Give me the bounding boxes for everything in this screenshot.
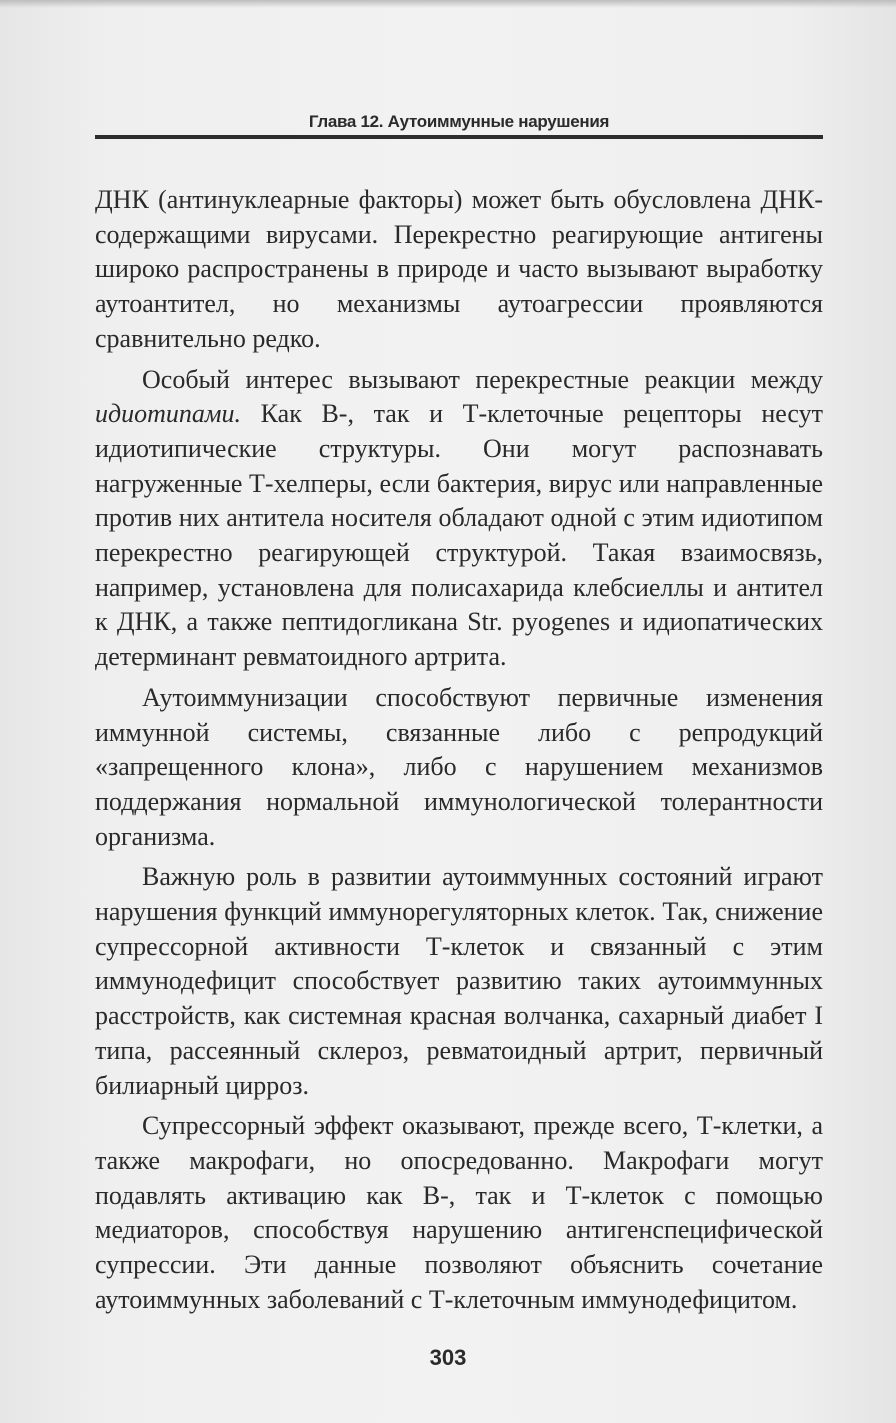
paragraph-2-lead: Особый интерес вызывают перекрестные реакции между (142, 364, 823, 394)
paragraph-3: Аутоиммунизации способствуют первичные изменения иммунной системы, связанные либо с репродукций «запрещенного клона», либо с нарушением механизмов поддержания нормальной иммунологической толерантности организма. (95, 682, 823, 851)
paragraph-4: Важную роль в развитии аутоиммунных состояний играют нарушения функций иммунорегуляторных клеток. Так, снижение супрессорной активности Т-клеток и связанный с этим иммунодефицит способствует развитию таких аутоиммунных расстройств, как системная красная волчанка, сахарный диабет I типа, рассеянный склероз, ревматоидный артрит, первичный билиарный цирроз. (95, 862, 823, 1100)
header-rule (95, 135, 823, 139)
paragraph-1: ДНК (антинуклеарные факторы) может быть обусловлена ДНК-содержащими вирусами. Перекрестно реагирующие антигены широко распространены в природе и часто вызывают выработку аутоантител, но механизмы аутоагрессии проявляются сравнительно редко. (95, 185, 823, 353)
body-text (95, 183, 823, 1324)
running-head: Глава 12. Аутоиммунные нарушения (308, 112, 610, 131)
paragraph-5: Супрессорный эффект оказывают, прежде всего, Т-клетки, а также макрофаги, но опосредованно. Макрофаги могут подавлять активацию как В-, так и Т-клеток с помощью медиаторов, способствуя нарушению антигенспецифической супрессии. Эти данные позволяют объяснить сочетание аутоиммунных заболеваний с Т-клеточным иммунодефицитом. (95, 1111, 823, 1314)
italic-term: идиотипами. (95, 399, 242, 429)
paragraph-2-rest: Как В-, так и Т-клеточные рецепторы несут идиотипические структуры. Они могут распознавать нагруженные Т-хелперы, если бактерия, вирус или направленные против них антитела носителя обладают одной с этим идиотипом перекрестно реагирующей структурой. Такая взаимосвязь, например, установлена для полисахарида клебсиеллы и антител к ДНК, а также пептидогликана Str. pyogenes и идиопатических детерминант ревматоидного артрита. (95, 399, 823, 672)
page-number: 303 (429, 1345, 467, 1370)
paragraph-2 (95, 363, 823, 675)
page-top-shadow (0, 0, 896, 8)
